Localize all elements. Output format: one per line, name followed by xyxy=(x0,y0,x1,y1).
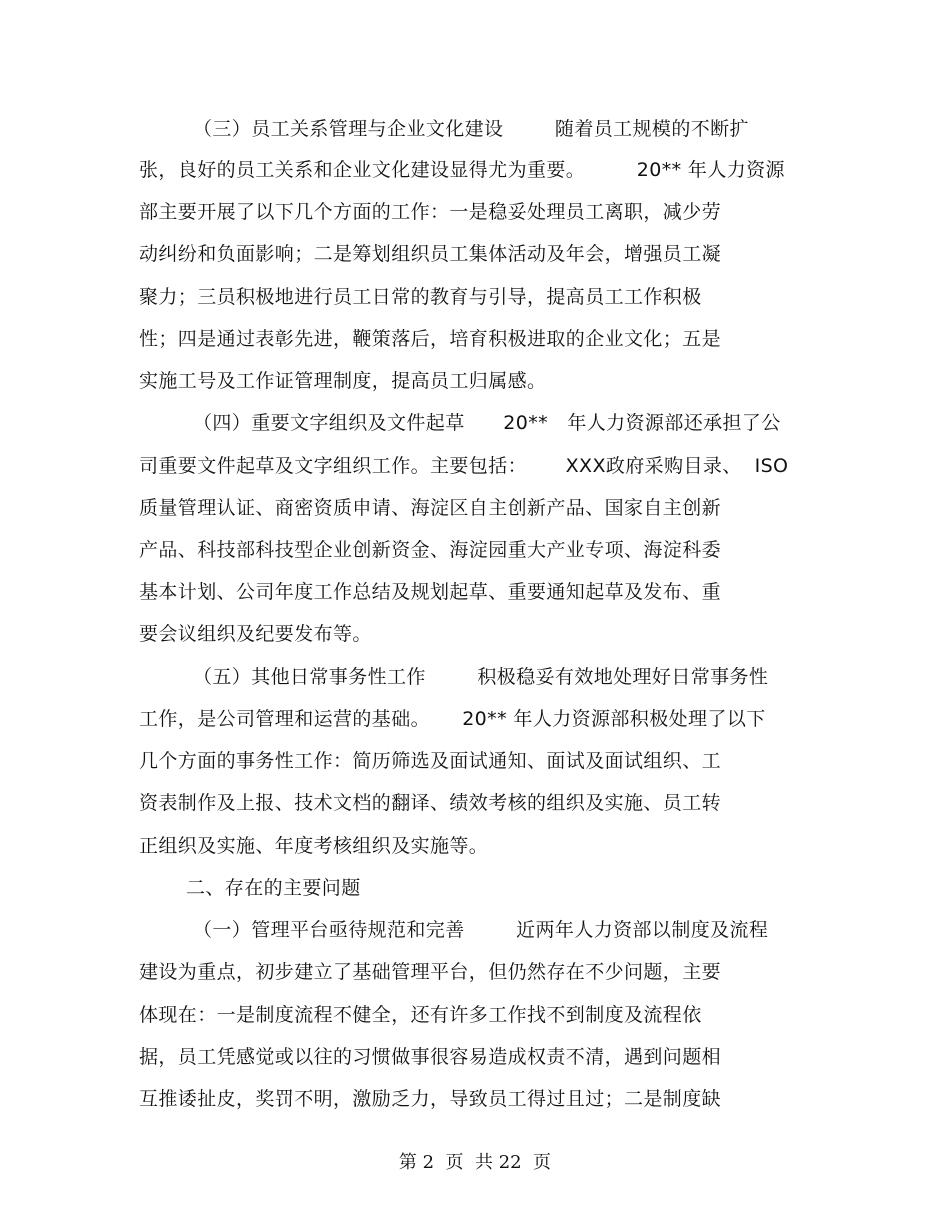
text-line: 正组织及实施、年度考核组织及实施等。 xyxy=(139,835,489,857)
text-line: （三）员工关系管理与企业文化建设 随着员工规模的不断扩 xyxy=(193,118,749,140)
text-line: 互推诿扯皮，奖罚不明，激励乏力，导致员工得过且过；二是制度缺 xyxy=(139,1088,722,1110)
text-line: （五）其他日常事务性工作 积极稳妥有效地处理好日常事务性 xyxy=(193,666,769,688)
text-line: （一）管理平台亟待规范和完善 近两年人力资部以制度及流程 xyxy=(193,919,769,941)
text-line: 建设为重点，初步建立了基础管理平台，但仍然存在不少问题，主要 xyxy=(139,961,722,983)
text-line: 部主要开展了以下几个方面的工作：一是稳妥处理员工离职，减少劳 xyxy=(139,201,722,223)
text-line: 实施工号及工作证管理制度，提高员工归属感。 xyxy=(139,370,547,392)
text-line: 性；四是通过表彰先进，鞭策落后，培育积极进取的企业文化；五是 xyxy=(139,328,722,350)
text-line: 体现在：一是制度流程不健全，还有许多工作找不到制度及流程依 xyxy=(139,1004,702,1026)
text-line: 工作，是公司管理和运营的基础。 20** 年人力资源部积极处理了以下 xyxy=(139,708,766,730)
text-line: 动纠纷和负面影响；二是筹划组织员工集体活动及年会，增强员工凝 xyxy=(139,243,722,265)
text-line: 质量管理认证、商密资质申请、海淀区自主创新产品、国家自主创新 xyxy=(139,497,722,519)
text-line: 要会议组织及纪要发布等。 xyxy=(139,623,372,645)
text-line: 据，员工凭感觉或以往的习惯做事很容易造成权责不清，遇到问题相 xyxy=(139,1046,722,1068)
text-line: 资表制作及上报、技术文档的翻译、绩效考核的组织及实施、员工转 xyxy=(139,792,722,814)
text-line: 聚力；三员积极地进行员工日常的教育与引导，提高员工工作积极 xyxy=(139,286,702,308)
text-line: 产品、科技部科技型企业创新资金、海淀园重大产业专项、海淀科委 xyxy=(139,539,722,561)
text-line: （四）重要文字组织及文件起草 20** 年人力资源部还承担了公 xyxy=(193,412,781,434)
text-line: 司重要文件起草及文字组织工作。主要包括： XXX政府采购目录、 ISO xyxy=(139,455,789,477)
text-line: 张，良好的员工关系和企业文化建设显得尤为重要。 20** 年人力资源 xyxy=(139,159,785,181)
text-line: 基本计划、公司年度工作总结及规划起草、重要通知起草及发布、重 xyxy=(139,581,722,603)
section-heading: 二、存在的主要问题 xyxy=(186,877,361,899)
text-line: 几个方面的事务性工作：简历筛选及面试通知、面试及面试组织、工 xyxy=(139,750,722,772)
page-footer: 第 2 页 共 22 页 xyxy=(398,1152,552,1173)
